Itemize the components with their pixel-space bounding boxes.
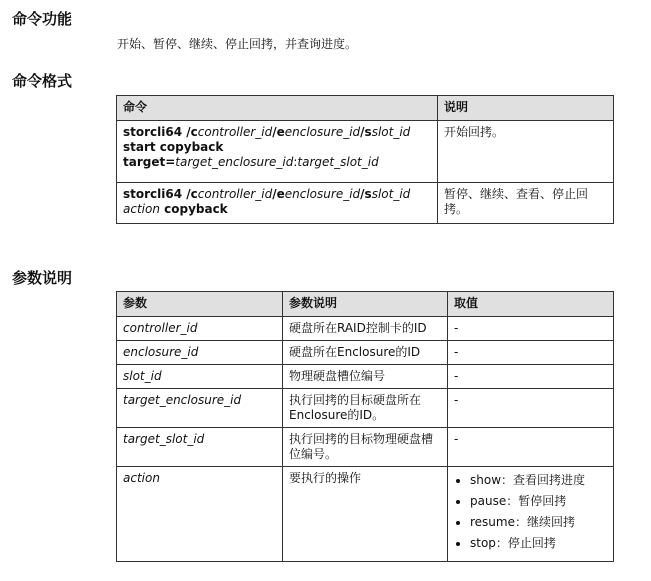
- table-row: [117, 341, 614, 365]
- table-row: [117, 365, 614, 389]
- param-desc-cell: 物理硬盘槽位编号: [283, 365, 448, 389]
- value-cell: -: [448, 341, 614, 365]
- command-segment: slot_id: [371, 125, 411, 139]
- command-segment: target_enclosure_id: [175, 155, 294, 169]
- value-cell: [448, 467, 614, 562]
- command-segment: /s: [360, 125, 372, 139]
- command-segment: target_slot_id: [297, 155, 379, 169]
- header-description: 说明: [438, 96, 614, 121]
- command-cell: [117, 121, 438, 183]
- command-segment: start copyback: [123, 140, 224, 154]
- command-segment: :: [293, 155, 298, 169]
- param-cell: action: [117, 467, 283, 562]
- header-param-desc: 参数说明: [283, 292, 448, 317]
- command-segment: storcli64 /c: [123, 187, 198, 201]
- value-cell: -: [448, 389, 614, 428]
- header-value: 取值: [448, 292, 614, 317]
- command-cell: [117, 183, 438, 224]
- header-param: 参数: [117, 292, 283, 317]
- table-row: [117, 428, 614, 467]
- value-cell: -: [448, 317, 614, 341]
- param-cell: controller_id: [117, 317, 283, 341]
- list-item: • show：查看回拷进度: [470, 473, 607, 488]
- heading-function: 命令功能: [12, 10, 73, 28]
- command-segment: target=: [123, 155, 176, 169]
- table-row: [117, 121, 614, 183]
- value-cell: -: [448, 428, 614, 467]
- command-segment: /e: [272, 187, 285, 201]
- header-command: 命令: [117, 96, 438, 121]
- table-row: [117, 183, 614, 224]
- list-item: • resume：继续回拷: [470, 515, 607, 530]
- command-segment: /e: [272, 125, 285, 139]
- heading-format: 命令格式: [12, 72, 73, 90]
- command-segment: enclosure_id: [284, 125, 361, 139]
- list-item: • stop：停止回拷: [470, 536, 607, 551]
- param-cell: target_slot_id: [117, 428, 283, 467]
- description-cell: 暂停、继续、查看、停止回拷。: [438, 183, 614, 224]
- heading-params: 参数说明: [12, 269, 73, 287]
- param-desc-cell: 硬盘所在RAID控制卡的ID: [283, 317, 448, 341]
- command-segment: slot_id: [371, 187, 411, 201]
- param-cell: target_enclosure_id: [117, 389, 283, 428]
- table-row: [117, 467, 614, 562]
- action-values-list: [454, 473, 607, 551]
- param-desc-cell: 执行回拷的目标物理硬盘槽位编号。: [283, 428, 448, 467]
- format-table: [116, 95, 614, 224]
- table-row: [117, 317, 614, 341]
- description-cell: 开始回拷。: [438, 121, 614, 183]
- list-item: • pause：暂停回拷: [470, 494, 607, 509]
- command-segment: copyback: [159, 202, 228, 216]
- command-segment: controller_id: [197, 187, 273, 201]
- param-cell: slot_id: [117, 365, 283, 389]
- command-segment: storcli64 /c: [123, 125, 198, 139]
- command-segment: enclosure_id: [284, 187, 361, 201]
- param-desc-cell: 要执行的操作: [283, 467, 448, 562]
- command-segment: action: [123, 202, 160, 216]
- command-segment: /s: [360, 187, 372, 201]
- param-desc-cell: 硬盘所在Enclosure的ID: [283, 341, 448, 365]
- command-segment: controller_id: [197, 125, 273, 139]
- param-table: [116, 291, 614, 562]
- table-row: [117, 389, 614, 428]
- param-cell: enclosure_id: [117, 341, 283, 365]
- value-cell: -: [448, 365, 614, 389]
- function-text: 开始、暂停、继续、停止回拷，并查询进度。: [117, 37, 358, 51]
- param-desc-cell: 执行回拷的目标硬盘所在Enclosure的ID。: [283, 389, 448, 428]
